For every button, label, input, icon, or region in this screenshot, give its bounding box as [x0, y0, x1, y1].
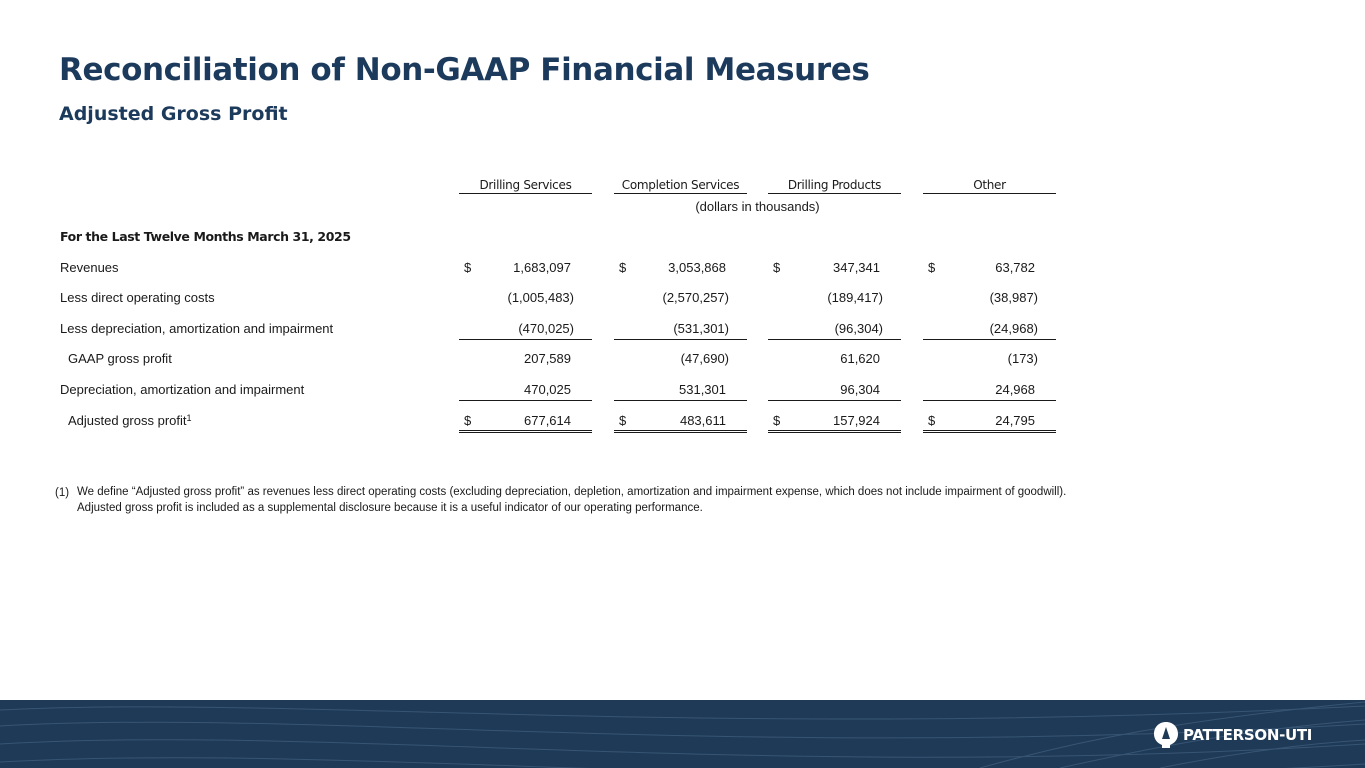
- row-label: Less depreciation, amortization and impairment: [60, 321, 334, 336]
- cell-value: 24,968: [995, 382, 1035, 397]
- table-row-gaap-gross-profit: [0, 348, 1365, 370]
- row-label: Revenues: [60, 260, 119, 275]
- cell-value: (24,968): [989, 321, 1038, 336]
- table-row-depreciation: [0, 379, 1365, 401]
- cell-drilling-services: [459, 287, 592, 309]
- row-label: [68, 410, 192, 432]
- column-header-completion-services: Completion Services: [614, 178, 747, 194]
- currency-symbol: $: [619, 260, 627, 275]
- footnote-text: We define “Adjusted gross profit” as revenues less direct operating costs (excluding depreciation, depletion, amortization and impairment expense, which does not include impairment of goodwill). Adjusted gross profit is included as a supplemental disclosure because it is a useful indicator of our operating performance.: [77, 486, 1067, 514]
- cell-drilling-products: [768, 257, 901, 279]
- table-row-revenues: [0, 257, 1365, 279]
- cell-completion-services: [614, 379, 747, 401]
- cell-value: (531,301): [673, 321, 729, 336]
- currency-symbol: $: [464, 413, 472, 428]
- cell-other: [923, 348, 1056, 370]
- cell-value: 61,620: [840, 351, 880, 366]
- cell-value: 207,589: [524, 351, 571, 366]
- currency-symbol: $: [773, 413, 781, 428]
- currency-symbol: $: [928, 413, 936, 428]
- cell-value: (38,987): [989, 290, 1038, 305]
- cell-completion-services: [614, 348, 747, 370]
- cell-completion-services: [614, 318, 747, 340]
- cell-drilling-products: [768, 287, 901, 309]
- table-row-direct-operating-costs: [0, 287, 1365, 309]
- cell-value: 347,341: [833, 260, 880, 275]
- table-row-less-depreciation: [0, 318, 1365, 340]
- cell-other: [923, 410, 1056, 433]
- cell-drilling-products: [768, 379, 901, 401]
- section-heading: For the Last Twelve Months March 31, 2025: [60, 229, 351, 244]
- cell-other: [923, 318, 1056, 340]
- logo-text: PATTERSON-UTI: [1183, 726, 1313, 744]
- logo-mark-icon: [1153, 721, 1179, 749]
- currency-symbol: $: [773, 260, 781, 275]
- cell-value: 157,924: [833, 413, 880, 428]
- cell-value: (47,690): [680, 351, 729, 366]
- cell-drilling-products: [768, 318, 901, 340]
- footnote-marker: 1: [186, 413, 192, 423]
- column-header-drilling-products: Drilling Products: [768, 178, 901, 194]
- cell-value: 96,304: [840, 382, 880, 397]
- cell-value: 1,683,097: [513, 260, 571, 275]
- patterson-uti-logo: [1153, 721, 1312, 749]
- cell-other: [923, 287, 1056, 309]
- cell-drilling-products: [768, 410, 901, 433]
- row-label: Less direct operating costs: [60, 290, 215, 305]
- cell-value: 677,614: [524, 413, 571, 428]
- cell-value: (189,417): [827, 290, 883, 305]
- cell-drilling-products: [768, 348, 901, 370]
- cell-drilling-services: [459, 379, 592, 401]
- cell-drilling-services: [459, 348, 592, 370]
- cell-value: 63,782: [995, 260, 1035, 275]
- cell-value: 483,611: [679, 413, 726, 428]
- column-header-drilling-services: Drilling Services: [459, 178, 592, 194]
- cell-value: (2,570,257): [662, 290, 729, 305]
- cell-value: (1,005,483): [507, 290, 574, 305]
- cell-value: (96,304): [834, 321, 883, 336]
- row-label-text: Adjusted gross profit: [68, 413, 187, 428]
- page-title: Reconciliation of Non-GAAP Financial Measures: [59, 52, 870, 88]
- row-label: Depreciation, amortization and impairment: [60, 382, 305, 397]
- cell-drilling-services: [459, 410, 592, 433]
- cell-completion-services: [614, 287, 747, 309]
- currency-symbol: $: [464, 260, 472, 275]
- cell-value: (173): [1007, 351, 1038, 366]
- cell-value: 3,053,868: [668, 260, 726, 275]
- section-heading-row: [0, 226, 1365, 248]
- cell-value: (470,025): [518, 321, 574, 336]
- currency-symbol: $: [928, 260, 936, 275]
- table-row-adjusted-gross-profit: [0, 410, 1365, 432]
- cell-other: [923, 379, 1056, 401]
- page-subtitle: Adjusted Gross Profit: [59, 103, 288, 125]
- cell-completion-services: [614, 257, 747, 279]
- cell-drilling-services: [459, 318, 592, 340]
- cell-value: 531,301: [679, 382, 726, 397]
- cell-drilling-services: [459, 257, 592, 279]
- cell-completion-services: [614, 410, 747, 433]
- cell-value: 24,795: [995, 413, 1035, 428]
- cell-value: 470,025: [524, 382, 571, 397]
- cell-other: [923, 257, 1056, 279]
- footnote-number: (1): [55, 487, 70, 499]
- column-header-other: Other: [923, 178, 1056, 194]
- currency-symbol: $: [619, 413, 627, 428]
- units-note: (dollars in thousands): [695, 199, 820, 214]
- row-label: GAAP gross profit: [68, 351, 172, 366]
